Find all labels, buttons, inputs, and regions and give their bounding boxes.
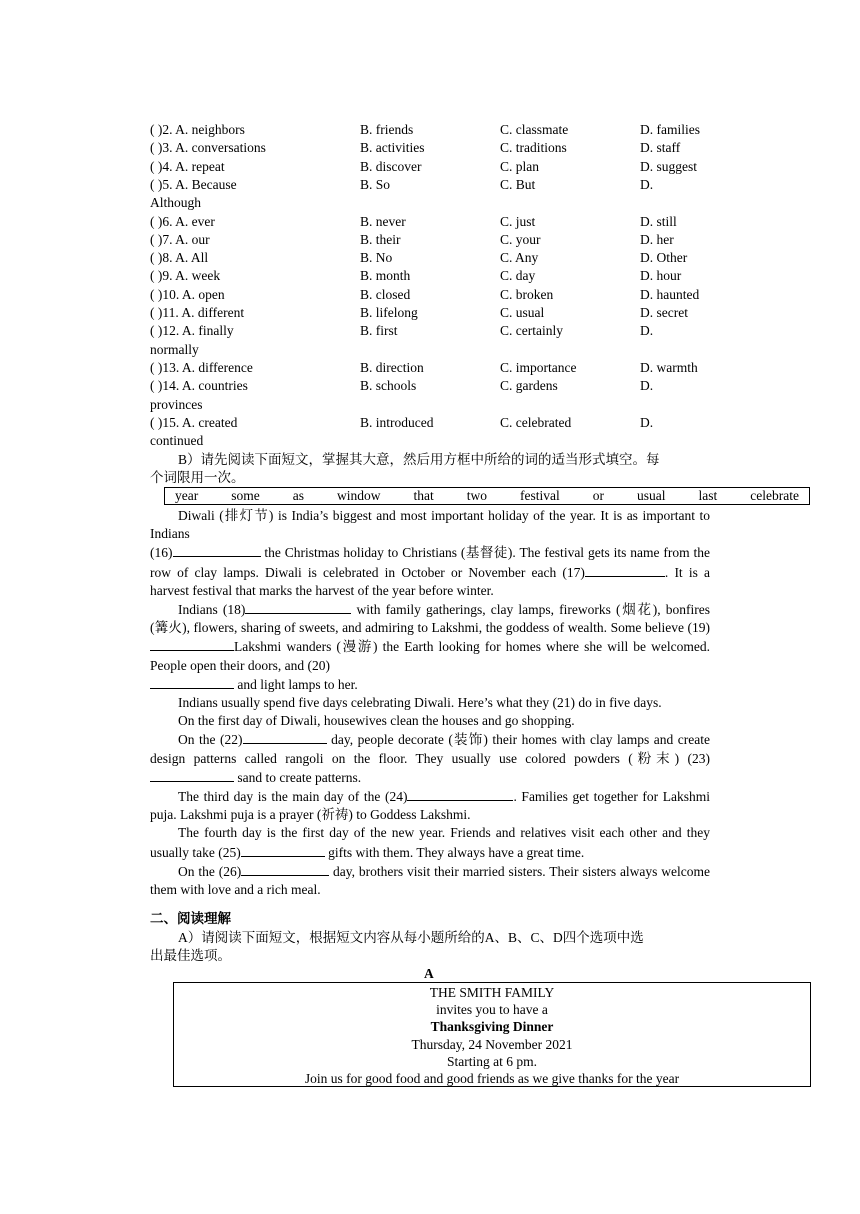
blank-number: (16) — [150, 545, 173, 561]
question-row — [150, 322, 720, 340]
option-c[interactable]: C. celebrated — [500, 414, 572, 430]
option-d[interactable]: D. warmth — [640, 359, 698, 375]
passage-text: . Families get together for Lakshmi puja. Lakshmi puja is a prayer (祈祷) to Goddess Lakshmi. — [150, 789, 710, 823]
question-stem-option-a[interactable]: ( )8. A. All — [150, 250, 209, 266]
answer-blank-19[interactable] — [150, 637, 234, 651]
invite-line: invites you to have a — [436, 1002, 548, 1018]
section-b-instruction — [150, 451, 710, 487]
word-bank-item: window — [336, 488, 381, 503]
answer-blank-17[interactable] — [585, 563, 665, 577]
passage-text: with family gatherings, clay lamps, fireworks (烟花), bonfires (篝火), flowers, sharing of sweets, and admiring to Lakshmi, the goddess of wealth. Some believe (19) — [150, 602, 711, 636]
passage-paragraph — [150, 862, 710, 899]
section-b-instruction-line1: B）请先阅读下面短文，掌握其大意，然后用方框中所给的词的适当形式填空。每 — [178, 452, 660, 467]
option-d[interactable]: D. — [640, 378, 654, 394]
option-d[interactable]: D. hour — [640, 268, 682, 284]
passage-text: Indians (18) — [178, 602, 246, 618]
option-b[interactable]: B. lifelong — [360, 305, 418, 320]
answer-blank-23[interactable] — [150, 768, 234, 782]
question-stem-option-a[interactable]: ( )4. A. repeat — [150, 158, 225, 174]
option-c[interactable]: C. plan — [500, 158, 539, 174]
question-stem-option-a[interactable]: ( )13. A. difference — [150, 359, 253, 375]
option-d[interactable]: D. — [640, 176, 654, 192]
option-b[interactable]: B. direction — [360, 359, 424, 375]
word-bank-item: festival — [519, 488, 560, 503]
passage-text: Lakshmi wanders (漫游) the Earth looking for homes where she will be welcomed. People open their doors, and (20) — [150, 639, 710, 673]
option-c[interactable]: C. day — [500, 268, 536, 284]
word-bank-item: that — [413, 488, 434, 503]
invite-title: Thanksgiving Dinner — [430, 1019, 554, 1035]
passage-paragraph: On the first day of Diwali, housewives clean the houses and go shopping. — [178, 713, 575, 729]
passage-text: day, brothers visit their married sisters. Their sisters always welcome them with love and a rich meal. — [150, 863, 711, 898]
question-stem-option-a[interactable]: ( )5. A. Because — [150, 176, 237, 192]
section-heading: 二、阅读理解 — [150, 911, 231, 926]
passage-text: sand to create patterns. — [234, 769, 362, 785]
option-b[interactable]: B. closed — [360, 286, 411, 302]
option-c[interactable]: C. your — [500, 231, 541, 247]
word-bank-item: two — [466, 488, 487, 503]
word-bank-item: some — [231, 488, 260, 503]
question-stem-option-a[interactable]: ( )3. A. conversations — [150, 140, 266, 156]
passage-paragraph — [150, 730, 710, 787]
option-c[interactable]: C. But — [500, 176, 536, 192]
answer-blank-26[interactable] — [241, 862, 329, 876]
question-stem-option-a[interactable]: ( )7. A. our — [150, 231, 210, 247]
option-d-wrap[interactable]: continued — [150, 433, 204, 449]
passage-text: On the (26) — [178, 863, 242, 879]
passage-text: Diwali (排灯节) is India’s biggest and most important holiday of the year. It is as important to Indians — [150, 508, 710, 542]
question-row — [150, 249, 720, 267]
question-row — [150, 304, 720, 322]
question-row — [150, 139, 720, 157]
option-c[interactable]: C. broken — [500, 286, 554, 302]
option-b[interactable]: B. schools — [360, 378, 417, 394]
question-row — [150, 286, 720, 304]
passage-text: day, people decorate (装饰) their homes with clay lamps and create design patterns called rangoli on the floor. They usually use colored powders (粉末) (23) — [150, 732, 711, 766]
word-bank-box — [164, 487, 810, 505]
option-b[interactable]: B. discover — [360, 158, 422, 174]
option-d[interactable]: D. her — [640, 231, 674, 247]
passage-paragraph — [150, 507, 710, 543]
passage-paragraph: Indians usually spend five days celebrating Diwali. Here’s what they (21) do in five days. — [178, 695, 662, 711]
question-row — [150, 414, 720, 432]
word-bank-item: year — [175, 488, 199, 503]
passage-text: and light lamps to her. — [234, 676, 358, 692]
passage-text: the Christmas holiday to Christians (基督徒). The festival gets its name from the row of clay lamps. Diwali is celebrated in October or November each — [150, 545, 710, 580]
answer-blank-18[interactable] — [245, 600, 351, 614]
passage-text: The third day is the main day of the (24) — [178, 789, 408, 805]
passage-paragraph — [150, 824, 710, 861]
question-row — [150, 158, 720, 176]
passage-paragraph — [150, 543, 710, 600]
option-c[interactable]: C. traditions — [500, 140, 567, 156]
option-c[interactable]: C. gardens — [500, 378, 558, 394]
blank-number: (17) — [562, 564, 585, 580]
invite-line: THE SMITH FAMILY — [429, 985, 555, 1000]
invite-date: Thursday, 24 November 2021 — [411, 1036, 573, 1052]
answer-blank-20[interactable] — [150, 675, 234, 689]
option-c[interactable]: C. importance — [500, 359, 577, 375]
option-b[interactable]: B. never — [360, 213, 406, 229]
answer-blank-16[interactable] — [173, 543, 261, 557]
word-bank-item: usual — [636, 488, 666, 503]
answer-blank-22[interactable] — [243, 730, 327, 744]
passage-text: . It is a harvest festival that marks the harvest of the year before winter. — [150, 564, 711, 598]
option-d[interactable]: D. — [640, 323, 654, 339]
question-row — [150, 267, 720, 285]
passage-label: A — [424, 966, 434, 981]
passage-text: The fourth day is the first day of the new year. Friends and relatives visit each other and they usually take (25) — [150, 825, 710, 860]
reading-instruction — [150, 929, 710, 965]
option-d[interactable]: D. staff — [640, 140, 681, 156]
question-stem-option-a[interactable]: ( )2. A. neighbors — [150, 122, 245, 137]
question-row — [150, 176, 720, 194]
question-stem-option-a[interactable]: ( )15. A. created — [150, 414, 238, 430]
answer-blank-24[interactable] — [407, 787, 513, 801]
option-d[interactable]: D. families — [640, 122, 700, 137]
option-c[interactable]: C. usual — [500, 305, 545, 320]
invitation-box — [173, 982, 811, 1087]
option-d[interactable]: D. Other — [640, 250, 688, 266]
option-b[interactable]: B. month — [360, 268, 411, 284]
question-stem-option-a[interactable]: ( )11. A. different — [150, 305, 245, 320]
question-stem-option-a[interactable]: ( )12. A. finally — [150, 323, 234, 339]
word-bank-item: last — [698, 488, 718, 503]
word-bank-item: celebrate — [750, 488, 799, 503]
option-b[interactable]: B. first — [360, 323, 398, 339]
option-b[interactable]: B. No — [360, 250, 393, 266]
option-d[interactable]: D. — [640, 414, 654, 430]
passage-paragraph — [150, 600, 710, 694]
option-d-wrap[interactable]: Although — [150, 195, 202, 211]
question-stem-option-a[interactable]: ( )6. A. ever — [150, 213, 215, 229]
reading-instruction-line2: 出最佳选项。 — [150, 948, 231, 964]
section-b-instruction-line2: 个词限用一次。 — [150, 470, 245, 486]
question-row — [150, 213, 720, 231]
option-c[interactable]: C. classmate — [500, 122, 569, 137]
word-bank-item: or — [592, 488, 604, 503]
reading-instruction-line1: A）请阅读下面短文，根据短文内容从每小题所给的A、B、C、D四个选项中选 — [178, 930, 644, 945]
option-d[interactable]: D. suggest — [640, 158, 697, 174]
option-c[interactable]: C. Any — [500, 250, 539, 266]
question-row — [150, 359, 720, 377]
option-d[interactable]: D. still — [640, 213, 677, 229]
option-c[interactable]: C. just — [500, 213, 536, 229]
option-d-wrap[interactable]: normally — [150, 341, 199, 357]
invite-time: Starting at 6 pm. — [447, 1053, 537, 1069]
question-stem-option-a[interactable]: ( )9. A. week — [150, 268, 221, 284]
option-d[interactable]: D. haunted — [640, 286, 700, 302]
passage-text: On the (22) — [178, 732, 243, 748]
question-stem-option-a[interactable]: ( )10. A. open — [150, 286, 225, 302]
option-b[interactable]: B. introduced — [360, 414, 434, 430]
passage-paragraph — [150, 787, 710, 824]
question-row — [150, 377, 720, 395]
diwali-passage — [150, 507, 710, 899]
invite-line: Join us for good food and good friends as we give thanks for the year — [304, 1071, 680, 1087]
option-b[interactable]: B. activities — [360, 140, 425, 156]
question-stem-option-a[interactable]: ( )14. A. countries — [150, 378, 248, 394]
option-d[interactable]: D. secret — [640, 305, 688, 320]
option-b[interactable]: B. their — [360, 231, 401, 247]
question-row — [150, 121, 720, 139]
option-b[interactable]: B. friends — [360, 122, 414, 137]
option-b[interactable]: B. So — [360, 176, 391, 192]
word-bank-item: as — [292, 488, 304, 503]
option-c[interactable]: C. certainly — [500, 323, 563, 339]
option-d-wrap[interactable]: provinces — [150, 396, 203, 412]
passage-text: gifts with them. They always have a great time. — [324, 844, 585, 860]
question-row — [150, 231, 720, 249]
answer-blank-25[interactable] — [241, 843, 325, 857]
